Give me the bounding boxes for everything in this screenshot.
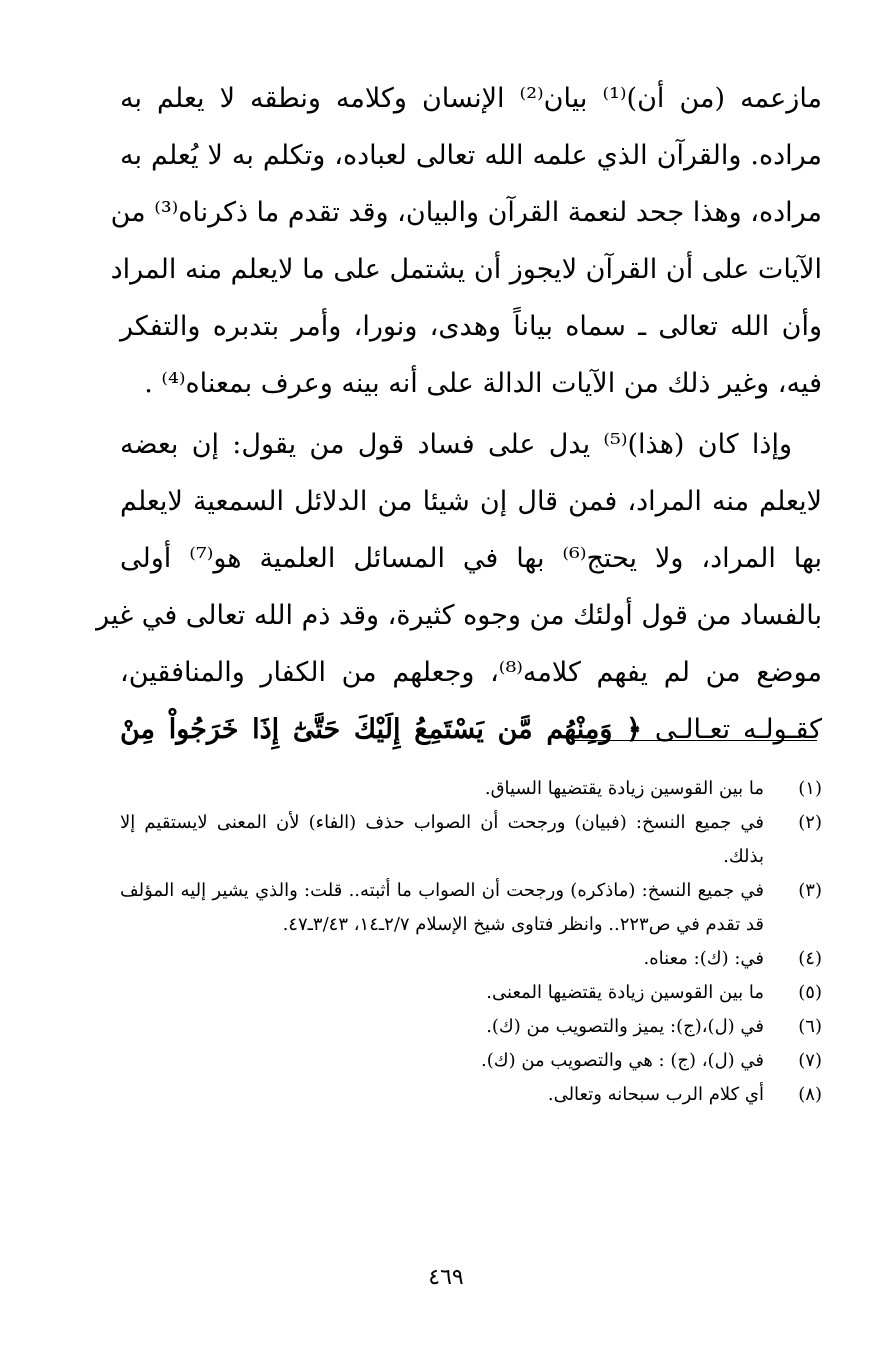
text-line: موضع من لم يفهم كلامه⁽⁸⁾، وجعلهم من الكفار والمنافقين، <box>120 657 823 688</box>
footnote-number: (٢) <box>798 812 822 833</box>
footnote-text: في (ل)، (ج) : هي والتصويب من (ك). <box>481 1050 764 1071</box>
text-line: مازعمه (من أن)⁽¹⁾ بيان⁽²⁾ الإنسان وكلامه ونطقه لا يعلم به <box>120 83 823 114</box>
footnote-number: (٨) <box>798 1084 822 1105</box>
quran-verse: ﴿ وَمِنْهُم مَّن يَسْتَمِعُ إِلَيْكَ حَتَّىٰٓ إِذَا خَرَجُواْ مِنْ <box>120 714 642 745</box>
footnote <box>120 772 822 806</box>
text-line: الآيات على أن القرآن لايجوز أن يشتمل على ما لايعلم منه المراد <box>110 254 822 285</box>
text-line: بها المراد، ولا يحتج⁽⁶⁾ بها في المسائل العلمية هو⁽⁷⁾ أولى <box>120 543 822 574</box>
footnote-number: (١) <box>798 778 822 799</box>
text-line: مراده، وهذا جحد لنعمة القرآن والبيان، وقد تقدم ما ذكرناه⁽³⁾ من <box>110 197 822 228</box>
footnote-text: أي كلام الرب سبحانه وتعالى. <box>547 1084 764 1105</box>
footnote <box>120 1078 822 1112</box>
footnote-number: (٥) <box>798 982 822 1003</box>
footnote-number: (٤) <box>798 948 822 969</box>
page-number: ٤٦٩ <box>428 1265 464 1290</box>
footnote-text: في: (ك): معناه. <box>643 948 764 969</box>
footnote-text: في جميع النسخ: (فبيان) ورجحت أن الصواب حذف (الفاء) لأن المعنى لايستقيم إلا بذلك. <box>120 812 764 867</box>
footnote <box>120 1044 822 1078</box>
footnote-number: (٧) <box>798 1050 822 1071</box>
text-line: لايعلم منه المراد، فمن قال إن شيئا من الدلائل السمعية لايعلم <box>120 486 822 517</box>
footnotes <box>120 772 822 1112</box>
footnote-text: ما بين القوسين زيادة يقتضيها السياق. <box>484 778 764 799</box>
footnote-divider <box>574 740 817 741</box>
footnote-text: في (ل)،(ج): يميز والتصويب من (ك). <box>486 1016 764 1037</box>
quran-line <box>120 701 822 758</box>
footnote <box>120 874 822 942</box>
quran-intro: كقـولـه تعـالـى <box>654 714 822 745</box>
footnote <box>120 976 822 1010</box>
paragraph-1 <box>110 70 823 412</box>
footnote <box>120 806 822 874</box>
paragraph-2 <box>96 416 823 758</box>
footnote <box>120 942 822 976</box>
footnote-number: (٦) <box>798 1016 822 1037</box>
text-line: فيه، وغير ذلك من الآيات الدالة على أنه بينه وعرف بمعناه⁽⁴⁾ . <box>144 368 822 399</box>
text-line: وإذا كان (هذا)⁽⁵⁾ يدل على فساد قول من يقول: إن بعضه <box>120 429 792 460</box>
footnote <box>120 1010 822 1044</box>
footnote-text: ما بين القوسين زيادة يقتضيها المعنى. <box>486 982 764 1003</box>
footnote-number: (٣) <box>798 880 822 901</box>
text-line: بالفساد من قول أولئك من وجوه كثيرة، وقد ذم الله تعالى في غير <box>96 600 822 631</box>
text-line: وأن الله تعالى ـ سماه بياناً وهدى، ونورا، وأمر بتدبره والتفكر <box>120 311 822 342</box>
main-text <box>96 70 823 758</box>
text-line: مراده. والقرآن الذي علمه الله تعالى لعباده، وتكلم به لا يُعلم به <box>120 140 822 171</box>
footnote-text: في جميع النسخ: (ماذكره) ورجحت أن الصواب ما أثبته.. قلت: والذي يشير إليه المؤلف قد تقدم في ص٢٢٣.. وانظر فتاوى شيخ الإسلام ٢/٧ـ١٤، ٣/٤٣ـ٤٧. <box>120 880 764 935</box>
